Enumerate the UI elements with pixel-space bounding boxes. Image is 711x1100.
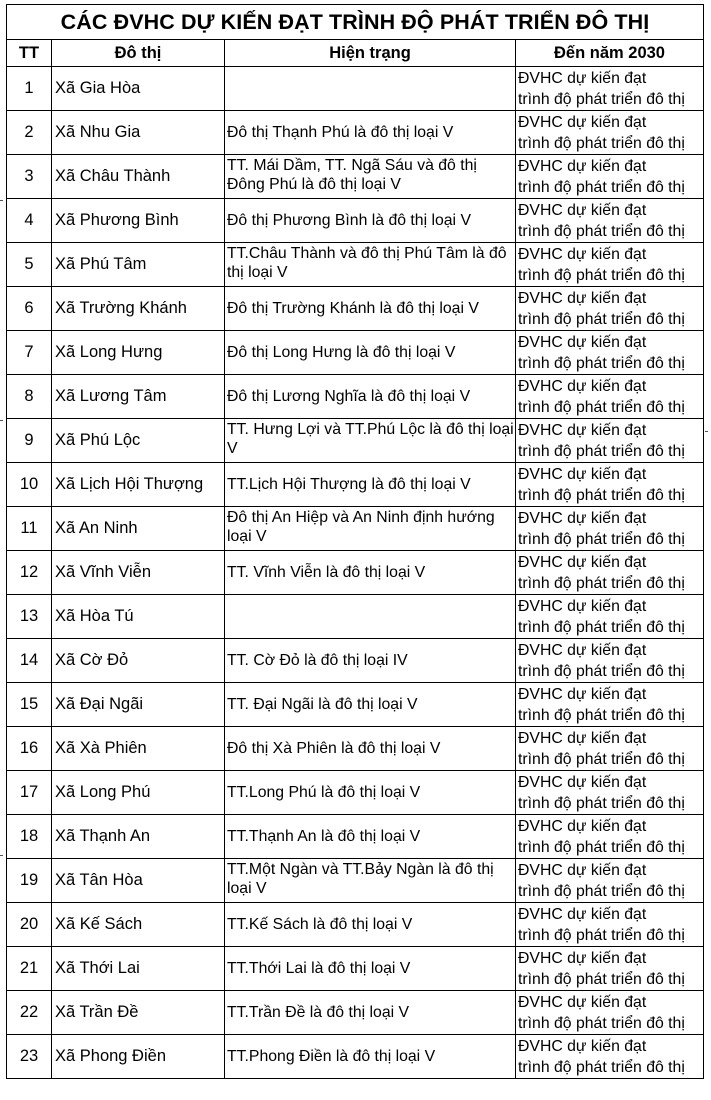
den-nam-line: ĐVHC dự kiến đạt [518, 906, 647, 923]
table-title: CÁC ĐVHC DỰ KIẾN ĐẠT TRÌNH ĐỘ PHÁT TRIỂN ĐÔ THỊ [7, 5, 704, 40]
cell-hien-trang: Đô thị Lương Nghĩa là đô thị loại V [225, 375, 516, 419]
cell-den-nam-2030 [516, 243, 704, 287]
cell-hien-trang: TT. Mái Dầm, TT. Ngã Sáu và đô thị Đông Phú là đô thị loại V [225, 155, 516, 199]
den-nam-line: ĐVHC dự kiến đạt [518, 466, 647, 483]
cell-tt: 15 [7, 683, 52, 727]
den-nam-line: trình độ phát triển đô thị [518, 1015, 685, 1032]
table-row [7, 67, 704, 111]
cell-den-nam-2030 [516, 331, 704, 375]
den-nam-line: ĐVHC dự kiến đạt [518, 774, 647, 791]
cell-tt: 8 [7, 375, 52, 419]
cell-tt: 22 [7, 991, 52, 1035]
table-row [7, 111, 704, 155]
table-row [7, 419, 704, 463]
table-row [7, 287, 704, 331]
cell-den-nam-2030 [516, 947, 704, 991]
cell-hien-trang: Đô thị Phương Bình là đô thị loại V [225, 199, 516, 243]
header-hien-trang: Hiện trạng [225, 40, 516, 67]
cell-tt: 9 [7, 419, 52, 463]
den-nam-line: ĐVHC dự kiến đạt [518, 686, 647, 703]
cell-tt: 13 [7, 595, 52, 639]
cell-den-nam-2030 [516, 507, 704, 551]
cell-den-nam-2030 [516, 111, 704, 155]
den-nam-line: ĐVHC dự kiến đạt [518, 598, 647, 615]
cell-den-nam-2030 [516, 375, 704, 419]
table-row [7, 375, 704, 419]
document-sheet [6, 4, 703, 1079]
den-nam-line: trình độ phát triển đô thị [518, 223, 685, 240]
cell-tt: 7 [7, 331, 52, 375]
cell-do-thi: Xã Lịch Hội Thượng [52, 463, 225, 507]
cell-do-thi: Xã Phú Lộc [52, 419, 225, 463]
den-nam-line: ĐVHC dự kiến đạt [518, 510, 647, 527]
cell-tt: 11 [7, 507, 52, 551]
cell-den-nam-2030 [516, 815, 704, 859]
den-nam-line: trình độ phát triển đô thị [518, 311, 685, 328]
cell-tt: 1 [7, 67, 52, 111]
cell-den-nam-2030 [516, 859, 704, 903]
den-nam-line: trình độ phát triển đô thị [518, 355, 685, 372]
cell-do-thi: Xã Cờ Đỏ [52, 639, 225, 683]
cell-hien-trang: TT.Long Phú là đô thị loại V [225, 771, 516, 815]
cell-tt: 19 [7, 859, 52, 903]
cell-do-thi: Xã Phong Điền [52, 1035, 225, 1079]
cell-den-nam-2030 [516, 727, 704, 771]
den-nam-line: trình độ phát triển đô thị [518, 399, 685, 416]
scan-mark [0, 420, 3, 421]
den-nam-line: trình độ phát triển đô thị [518, 971, 685, 988]
cell-tt: 23 [7, 1035, 52, 1079]
table-row [7, 199, 704, 243]
cell-den-nam-2030 [516, 67, 704, 111]
den-nam-line: trình độ phát triển đô thị [518, 619, 685, 636]
cell-den-nam-2030 [516, 287, 704, 331]
header-tt: TT [7, 40, 52, 67]
cell-do-thi: Xã Trần Đề [52, 991, 225, 1035]
den-nam-line: ĐVHC dự kiến đạt [518, 642, 647, 659]
cell-den-nam-2030 [516, 463, 704, 507]
cell-hien-trang: TT. Cờ Đỏ là đô thị loại IV [225, 639, 516, 683]
urban-development-table [6, 4, 704, 1079]
cell-do-thi: Xã Phú Tâm [52, 243, 225, 287]
cell-tt: 12 [7, 551, 52, 595]
cell-hien-trang: Đô thị Xà Phiên là đô thị loại V [225, 727, 516, 771]
den-nam-line: ĐVHC dự kiến đạt [518, 246, 647, 263]
den-nam-line: trình độ phát triển đô thị [518, 883, 685, 900]
cell-do-thi: Xã Đại Ngãi [52, 683, 225, 727]
table-row [7, 991, 704, 1035]
cell-tt: 6 [7, 287, 52, 331]
den-nam-line: ĐVHC dự kiến đạt [518, 114, 647, 131]
cell-den-nam-2030 [516, 595, 704, 639]
cell-tt: 16 [7, 727, 52, 771]
table-body [7, 67, 704, 1079]
cell-tt: 21 [7, 947, 52, 991]
cell-hien-trang: TT.Thới Lai là đô thị loại V [225, 947, 516, 991]
den-nam-line: trình độ phát triển đô thị [518, 267, 685, 284]
cell-do-thi: Xã Thới Lai [52, 947, 225, 991]
cell-hien-trang [225, 595, 516, 639]
den-nam-line: trình độ phát triển đô thị [518, 443, 685, 460]
cell-den-nam-2030 [516, 683, 704, 727]
den-nam-line: trình độ phát triển đô thị [518, 1059, 685, 1076]
table-row [7, 859, 704, 903]
cell-do-thi: Xã Kế Sách [52, 903, 225, 947]
cell-hien-trang: Đô thị Long Hưng là đô thị loại V [225, 331, 516, 375]
cell-hien-trang: TT.Kế Sách là đô thị loại V [225, 903, 516, 947]
table-row [7, 507, 704, 551]
den-nam-line: trình độ phát triển đô thị [518, 707, 685, 724]
scan-mark [0, 855, 3, 856]
cell-hien-trang [225, 67, 516, 111]
table-row [7, 947, 704, 991]
cell-hien-trang: TT.Phong Điền là đô thị loại V [225, 1035, 516, 1079]
den-nam-line: ĐVHC dự kiến đạt [518, 378, 647, 395]
table-row [7, 903, 704, 947]
cell-tt: 14 [7, 639, 52, 683]
header-do-thi: Đô thị [52, 40, 225, 67]
den-nam-line: ĐVHC dự kiến đạt [518, 290, 647, 307]
den-nam-line: ĐVHC dự kiến đạt [518, 730, 647, 747]
cell-do-thi: Xã An Ninh [52, 507, 225, 551]
cell-do-thi: Xã Phương Bình [52, 199, 225, 243]
cell-do-thi: Xã Gia Hòa [52, 67, 225, 111]
cell-den-nam-2030 [516, 991, 704, 1035]
cell-tt: 3 [7, 155, 52, 199]
scan-mark [705, 431, 708, 432]
cell-do-thi: Xã Hòa Tú [52, 595, 225, 639]
cell-tt: 18 [7, 815, 52, 859]
cell-den-nam-2030 [516, 1035, 704, 1079]
cell-tt: 17 [7, 771, 52, 815]
cell-do-thi: Xã Lương Tâm [52, 375, 225, 419]
den-nam-line: trình độ phát triển đô thị [518, 839, 685, 856]
cell-hien-trang: TT. Hưng Lợi và TT.Phú Lộc là đô thị loại V [225, 419, 516, 463]
den-nam-line: ĐVHC dự kiến đạt [518, 334, 647, 351]
table-row [7, 595, 704, 639]
cell-do-thi: Xã Châu Thành [52, 155, 225, 199]
table-row [7, 243, 704, 287]
cell-do-thi: Xã Xà Phiên [52, 727, 225, 771]
table-row [7, 155, 704, 199]
table-row [7, 771, 704, 815]
table-row [7, 331, 704, 375]
cell-do-thi: Xã Long Hưng [52, 331, 225, 375]
cell-do-thi: Xã Trường Khánh [52, 287, 225, 331]
den-nam-line: trình độ phát triển đô thị [518, 487, 685, 504]
den-nam-line: trình độ phát triển đô thị [518, 795, 685, 812]
cell-hien-trang [225, 507, 516, 551]
den-nam-line: ĐVHC dự kiến đạt [518, 202, 647, 219]
scan-mark [0, 200, 3, 201]
den-nam-line: ĐVHC dự kiến đạt [518, 554, 647, 571]
den-nam-line: trình độ phát triển đô thị [518, 531, 685, 548]
cell-den-nam-2030 [516, 155, 704, 199]
cell-tt: 20 [7, 903, 52, 947]
cell-hien-trang: Đô thị Thạnh Phú là đô thị loại V [225, 111, 516, 155]
den-nam-line: trình độ phát triển đô thị [518, 179, 685, 196]
cell-do-thi: Xã Long Phú [52, 771, 225, 815]
cell-hien-trang: TT. Vĩnh Viễn là đô thị loại V [225, 551, 516, 595]
den-nam-line: trình độ phát triển đô thị [518, 91, 685, 108]
table-row [7, 1035, 704, 1079]
den-nam-line: trình độ phát triển đô thị [518, 927, 685, 944]
den-nam-line: ĐVHC dự kiến đạt [518, 158, 647, 175]
den-nam-line: ĐVHC dự kiến đạt [518, 422, 647, 439]
cell-hien-trang: TT.Thạnh An là đô thị loại V [225, 815, 516, 859]
cell-tt: 2 [7, 111, 52, 155]
cell-hien-trang: Đô thị Trường Khánh là đô thị loại V [225, 287, 516, 331]
cell-den-nam-2030 [516, 419, 704, 463]
cell-hien-trang: TT.Châu Thành và đô thị Phú Tâm là đô thị loại V [225, 243, 516, 287]
den-nam-line: ĐVHC dự kiến đạt [518, 818, 647, 835]
cell-hien-trang: TT. Đại Ngãi là đô thị loại V [225, 683, 516, 727]
den-nam-line: ĐVHC dự kiến đạt [518, 1038, 647, 1055]
den-nam-line: ĐVHC dự kiến đạt [518, 70, 647, 87]
cell-hien-trang: TT.Lịch Hội Thượng là đô thị loại V [225, 463, 516, 507]
table-row [7, 727, 704, 771]
cell-den-nam-2030 [516, 903, 704, 947]
cell-den-nam-2030 [516, 639, 704, 683]
cell-do-thi: Xã Nhu Gia [52, 111, 225, 155]
cell-den-nam-2030 [516, 199, 704, 243]
table-row [7, 639, 704, 683]
table-row [7, 463, 704, 507]
cell-tt: 4 [7, 199, 52, 243]
cell-den-nam-2030 [516, 771, 704, 815]
cell-den-nam-2030 [516, 551, 704, 595]
cell-tt: 10 [7, 463, 52, 507]
cell-do-thi: Xã Thạnh An [52, 815, 225, 859]
hien-trang-line: loại V [227, 528, 267, 545]
cell-hien-trang: TT.Một Ngàn và TT.Bảy Ngàn là đô thị loại V [225, 859, 516, 903]
cell-tt: 5 [7, 243, 52, 287]
den-nam-line: ĐVHC dự kiến đạt [518, 862, 647, 879]
den-nam-line: trình độ phát triển đô thị [518, 663, 685, 680]
table-row [7, 815, 704, 859]
den-nam-line: trình độ phát triển đô thị [518, 751, 685, 768]
table-row [7, 683, 704, 727]
hien-trang-line: Đô thị An Hiệp và An Ninh định hướng [227, 509, 495, 526]
den-nam-line: ĐVHC dự kiến đạt [518, 994, 647, 1011]
cell-do-thi: Xã Vĩnh Viễn [52, 551, 225, 595]
den-nam-line: trình độ phát triển đô thị [518, 135, 685, 152]
header-den-nam-2030: Đến năm 2030 [516, 40, 704, 67]
den-nam-line: ĐVHC dự kiến đạt [518, 950, 647, 967]
cell-hien-trang: TT.Trần Đề là đô thị loại V [225, 991, 516, 1035]
den-nam-line: trình độ phát triển đô thị [518, 575, 685, 592]
table-row [7, 551, 704, 595]
cell-do-thi: Xã Tân Hòa [52, 859, 225, 903]
